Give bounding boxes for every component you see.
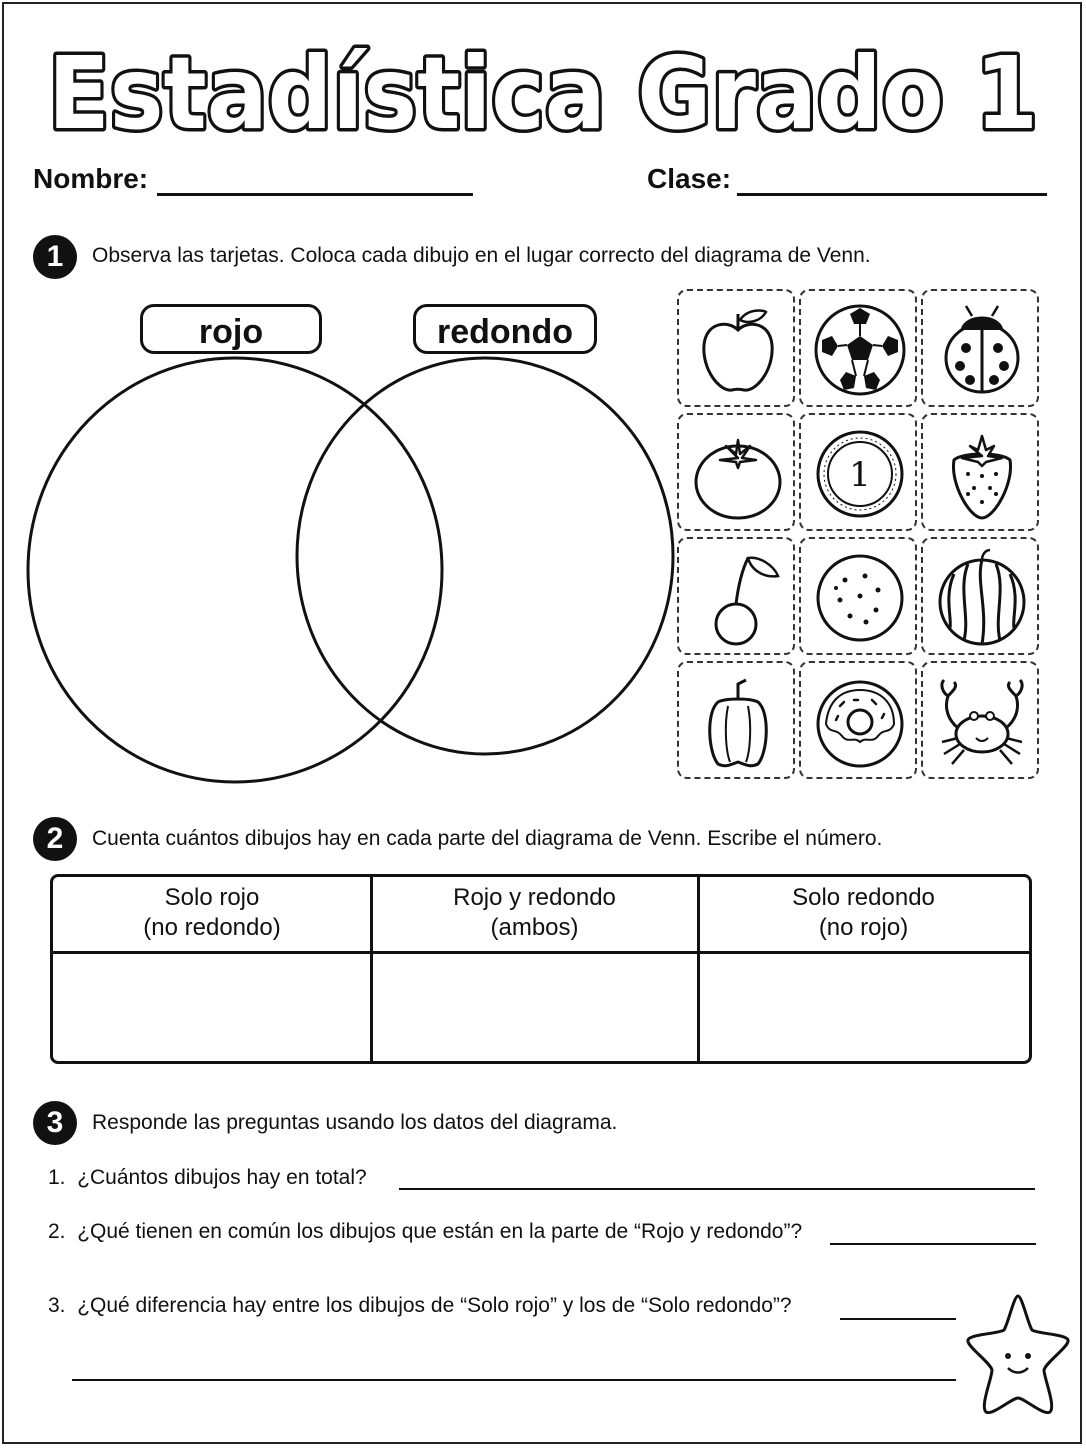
question-number: 1. bbox=[48, 1166, 66, 1189]
section1-number-badge: 1 bbox=[33, 235, 77, 279]
section1-instruction: Observa las tarjetas. Coloca cada dibujo en el lugar correcto del diagrama de Venn. bbox=[92, 244, 871, 267]
count-table bbox=[50, 874, 1032, 1064]
answer-cell-solo-redondo[interactable] bbox=[700, 954, 1029, 1061]
venn-circle-redondo[interactable] bbox=[297, 358, 673, 754]
card-soccer-ball[interactable] bbox=[799, 289, 917, 407]
column-title: Solo redondo bbox=[792, 884, 935, 911]
answer-line-3[interactable] bbox=[840, 1318, 956, 1320]
strawberry-icon bbox=[932, 424, 1032, 524]
section2-instruction: Cuenta cuántos dibujos hay en cada parte del diagrama de Venn. Escribe el número. bbox=[92, 827, 883, 850]
question-text: ¿Qué diferencia hay entre los dibujos de “Solo rojo” y los de “Solo redondo”? bbox=[77, 1294, 792, 1317]
question-2 bbox=[48, 1220, 802, 1244]
apple-icon bbox=[688, 300, 788, 400]
name-label: Nombre: bbox=[33, 163, 149, 194]
card-tomato[interactable] bbox=[677, 413, 795, 531]
answer-cell-rojo-y-redondo[interactable] bbox=[373, 954, 696, 1061]
card-coin[interactable] bbox=[799, 413, 917, 531]
cherry-icon bbox=[688, 548, 788, 648]
question-text: ¿Qué tienen en común los dibujos que están en la parte de “Rojo y redondo”? bbox=[77, 1220, 803, 1243]
section3-number-badge: 3 bbox=[33, 1101, 77, 1145]
card-watermelon[interactable] bbox=[921, 537, 1039, 655]
column-subtitle: (no redondo) bbox=[143, 914, 281, 941]
soccer-ball-icon bbox=[810, 300, 910, 400]
column-subtitle: (no rojo) bbox=[818, 914, 909, 941]
section2-number-badge: 2 bbox=[33, 817, 77, 861]
card-pepper[interactable] bbox=[677, 661, 795, 779]
donut-icon bbox=[810, 672, 910, 772]
question-3 bbox=[48, 1294, 792, 1318]
ladybug-icon bbox=[932, 300, 1032, 400]
page-title: Estadística Grado 1 bbox=[48, 35, 1038, 150]
question-1 bbox=[48, 1166, 367, 1190]
column-header-rojo-y-redondo bbox=[371, 877, 698, 953]
title-banner bbox=[0, 0, 1086, 150]
name-input-line[interactable] bbox=[157, 193, 473, 196]
card-ladybug[interactable] bbox=[921, 289, 1039, 407]
question-text: ¿Cuántos dibujos hay en total? bbox=[77, 1166, 367, 1189]
question-number: 2. bbox=[48, 1220, 66, 1243]
cookie-icon bbox=[810, 548, 910, 648]
pepper-icon bbox=[688, 672, 788, 772]
coin-icon bbox=[810, 424, 910, 524]
column-header-solo-redondo bbox=[698, 877, 1029, 953]
coin-value: 1 bbox=[849, 455, 871, 495]
column-header-solo-rojo bbox=[53, 877, 371, 953]
venn-diagram[interactable] bbox=[0, 340, 680, 790]
venn-label-redondo: redondo bbox=[413, 304, 597, 354]
smiling-star-icon bbox=[962, 1290, 1074, 1420]
venn-label-rojo: rojo bbox=[140, 304, 322, 354]
card-strawberry[interactable] bbox=[921, 413, 1039, 531]
tomato-icon bbox=[688, 424, 788, 524]
crab-icon bbox=[932, 672, 1032, 772]
card-apple[interactable] bbox=[677, 289, 795, 407]
card-cookie[interactable] bbox=[799, 537, 917, 655]
card-cherry[interactable] bbox=[677, 537, 795, 655]
class-input-line[interactable] bbox=[737, 193, 1047, 196]
question-number: 3. bbox=[48, 1294, 66, 1317]
answer-line-1[interactable] bbox=[399, 1188, 1035, 1190]
column-title: Rojo y redondo bbox=[453, 884, 616, 911]
card-crab[interactable] bbox=[921, 661, 1039, 779]
card-donut[interactable] bbox=[799, 661, 917, 779]
watermelon-icon bbox=[932, 548, 1032, 648]
section3-instruction: Responde las preguntas usando los datos del diagrama. bbox=[92, 1111, 618, 1134]
class-label: Clase: bbox=[647, 163, 732, 194]
column-subtitle: (ambos) bbox=[490, 914, 579, 941]
answer-line-2[interactable] bbox=[830, 1243, 1036, 1245]
column-title: Solo rojo bbox=[164, 884, 260, 911]
answer-cell-solo-rojo[interactable] bbox=[53, 954, 369, 1061]
answer-line-3-continued[interactable] bbox=[72, 1379, 956, 1381]
